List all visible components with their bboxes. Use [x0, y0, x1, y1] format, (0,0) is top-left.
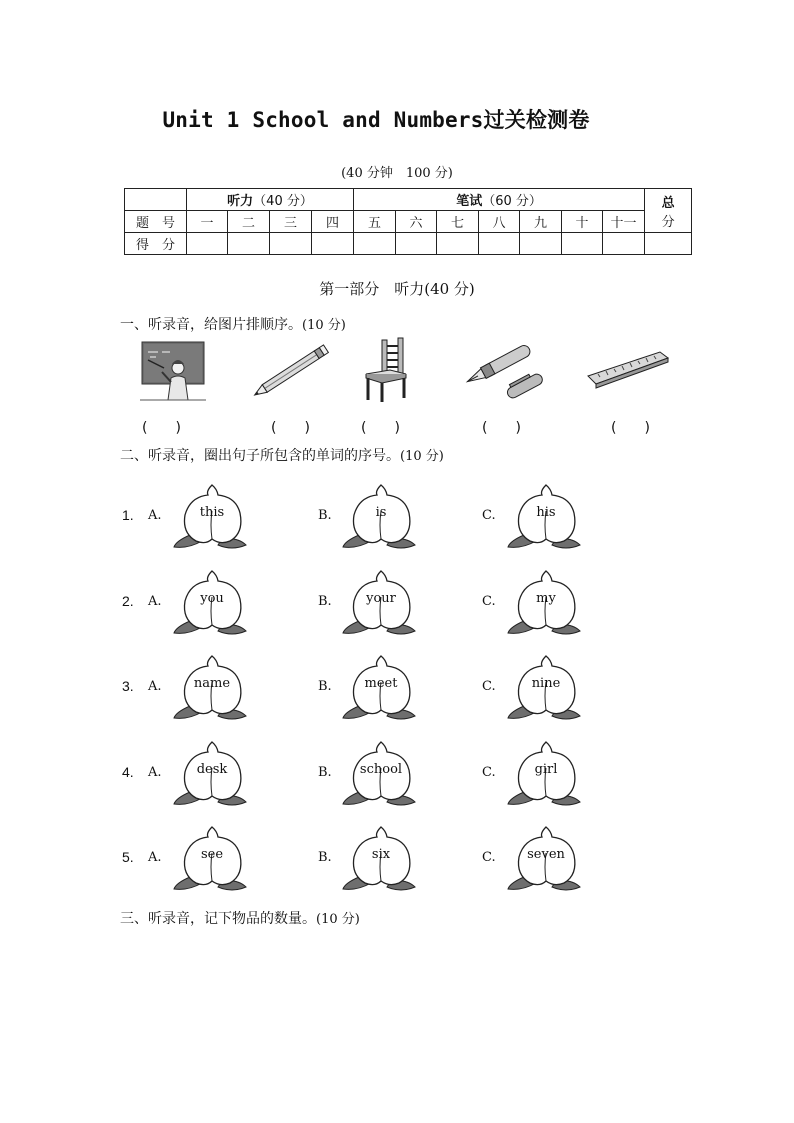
option-letter[interactable]: C. [482, 765, 496, 780]
listening-header: 听力（40 分） [187, 189, 354, 211]
option-word: my [536, 591, 556, 606]
score-cell[interactable] [228, 233, 270, 255]
question-number: 4. [122, 764, 134, 780]
peach-word-option[interactable] [172, 652, 252, 722]
option-word: desk [196, 762, 228, 777]
teacher-at-blackboard-image [138, 338, 208, 402]
fountain-pen-image [456, 342, 546, 400]
option-word: meet [364, 676, 398, 691]
option-word: seven [527, 847, 565, 862]
option-word: your [366, 591, 396, 606]
answer-blank[interactable]: ( ) [482, 420, 521, 436]
score-cell[interactable] [479, 233, 520, 255]
score-table [124, 188, 692, 255]
part-one-title: 第一部分 听力(40 分) [319, 280, 475, 298]
option-letter[interactable]: B. [318, 508, 332, 523]
qnum-cell: 九 [520, 211, 562, 233]
question-number: 5. [122, 849, 134, 865]
option-word: name [193, 676, 231, 691]
qnum-cell: 二 [228, 211, 270, 233]
option-letter[interactable]: C. [482, 850, 496, 865]
option-letter[interactable]: A. [148, 679, 162, 694]
option-letter[interactable]: C. [482, 679, 496, 694]
peach-word-option[interactable] [506, 738, 586, 808]
option-word: this [199, 505, 225, 520]
qnum-cell: 三 [270, 211, 312, 233]
option-letter[interactable]: B. [318, 594, 332, 609]
qnum-cell: 五 [354, 211, 396, 233]
peach-word-option[interactable] [341, 481, 421, 551]
answer-blank[interactable]: ( ) [611, 420, 650, 436]
answer-blank[interactable]: ( ) [271, 420, 310, 436]
score-label: 得 分 [125, 233, 187, 255]
score-table-corner [125, 189, 187, 211]
option-word: nine [531, 676, 561, 691]
score-cell[interactable] [603, 233, 645, 255]
chair-image [360, 336, 412, 404]
option-letter[interactable]: A. [148, 594, 162, 609]
peach-word-option[interactable] [506, 481, 586, 551]
peach-word-option[interactable] [506, 567, 586, 637]
qnum-cell: 七 [437, 211, 479, 233]
option-word: six [371, 847, 391, 862]
option-word: is [375, 505, 387, 520]
qnum-cell: 六 [396, 211, 437, 233]
score-cell[interactable] [562, 233, 603, 255]
qnum-cell: 十 [562, 211, 603, 233]
option-word: you [200, 591, 224, 606]
score-cell[interactable] [312, 233, 354, 255]
peach-word-option[interactable] [172, 567, 252, 637]
score-cell[interactable] [187, 233, 228, 255]
option-letter[interactable]: A. [148, 765, 162, 780]
option-word: see [200, 847, 224, 862]
score-cell[interactable] [437, 233, 479, 255]
option-letter[interactable]: C. [482, 508, 496, 523]
score-cell[interactable] [270, 233, 312, 255]
section-two-heading: 二、听录音，圈出句子所包含的单词的序号。(10 分) [120, 448, 444, 464]
option-word: girl [534, 762, 558, 777]
option-letter[interactable]: B. [318, 679, 332, 694]
option-letter[interactable]: B. [318, 850, 332, 865]
peach-word-option[interactable] [172, 481, 252, 551]
score-cell[interactable] [354, 233, 396, 255]
total-score-cell[interactable] [645, 233, 692, 255]
score-cell[interactable] [396, 233, 437, 255]
option-word: his [536, 505, 556, 520]
option-letter[interactable]: A. [148, 850, 162, 865]
total-header: 总 分 [645, 189, 692, 233]
score-cell[interactable] [520, 233, 562, 255]
qnum-cell: 十一 [603, 211, 645, 233]
option-letter[interactable]: C. [482, 594, 496, 609]
qnum-cell: 一 [187, 211, 228, 233]
peach-word-option[interactable] [506, 652, 586, 722]
peach-word-option[interactable] [341, 652, 421, 722]
writing-header: 笔试（60 分） [354, 189, 645, 211]
ruler-image [584, 346, 674, 394]
qnum-cell: 八 [479, 211, 520, 233]
peach-word-option[interactable] [172, 738, 252, 808]
option-letter[interactable]: B. [318, 765, 332, 780]
option-word: school [359, 762, 403, 777]
pencil-image [246, 342, 336, 402]
option-letter[interactable]: A. [148, 508, 162, 523]
question-number: 3. [122, 678, 134, 694]
section-three-heading: 三、听录音，记下物品的数量。(10 分) [120, 911, 360, 927]
peach-word-option[interactable] [341, 823, 421, 893]
section-one-heading: 一、听录音，给图片排顺序。(10 分) [120, 317, 346, 333]
peach-word-option[interactable] [341, 738, 421, 808]
qnum-cell: 四 [312, 211, 354, 233]
time-and-score: (40 分钟 100 分) [341, 166, 453, 181]
answer-blank[interactable]: ( ) [361, 420, 400, 436]
peach-word-option[interactable] [172, 823, 252, 893]
question-number: 2. [122, 593, 134, 609]
peach-word-option[interactable] [506, 823, 586, 893]
answer-blank[interactable]: ( ) [142, 420, 181, 436]
question-number: 1. [122, 507, 134, 523]
page-title: Unit 1 School and Numbers过关检测卷 [162, 108, 590, 132]
peach-word-option[interactable] [341, 567, 421, 637]
question-number-label: 题 号 [125, 211, 187, 233]
